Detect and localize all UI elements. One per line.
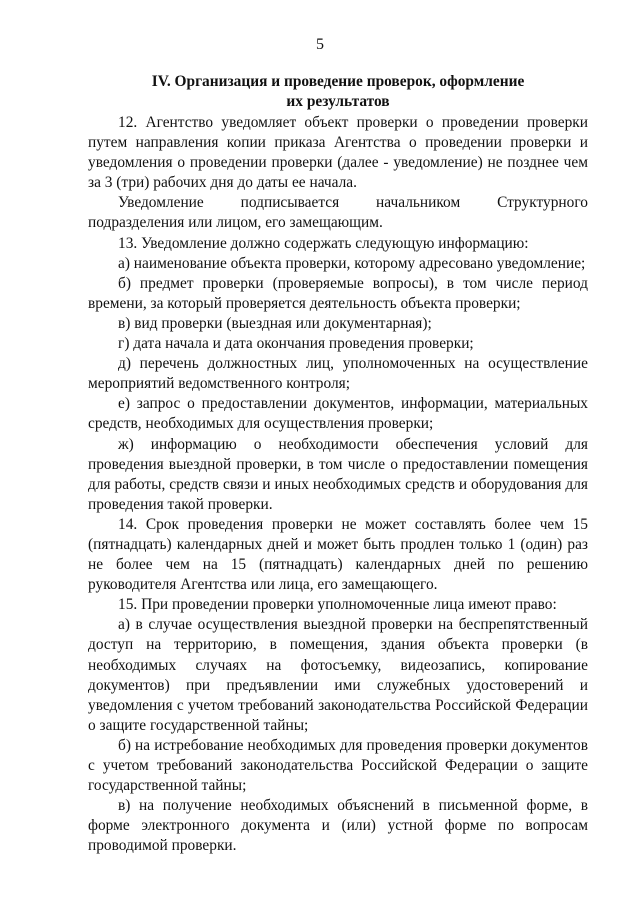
- list-item-13zh: ж) информацию о необходимости обеспечения условий для проведения выездной проверки, в том числе о предоставлении помещения для работы, средств связи и иных необходимых средств и оборудования для проведения такой проверки.: [88, 435, 588, 513]
- list-item-15a: а) в случае осуществления выездной проверки на беспрепятственный доступ на территорию, в помещения, здания объекта проверки (в необходимых случаях на фотосъемку, видеозапись, копирование документов) при предъявлении ими служебных удостоверений и уведомления с учетом требований законодательства Российской Федерации о защите государственной тайны;: [88, 616, 588, 734]
- list-item-13a: а) наименование объекта проверки, которому адресовано уведомление;: [118, 254, 586, 272]
- paragraph-12: 12. Агентство уведомляет объект проверки о проведении проверки путем направления копии приказа Агентства о проведении проверки и уведомления о проведении проверки (далее - уведомление) не позднее чем за 3 (три) рабочих дня до даты ее начала.: [88, 114, 588, 192]
- paragraph-13: 13. Уведомление должно содержать следующую информацию:: [118, 234, 529, 252]
- list-item-15v: в) на получение необходимых объяснений в письменной форме, в форме электронного документа и (или) устной форме по вопросам проводимой проверки.: [88, 797, 588, 855]
- section-heading-line-1: IV. Организация и проведение проверок, оформление: [151, 73, 525, 90]
- paragraph-14: 14. Срок проведения проверки не может составлять более чем 15 (пятнадцать) календарных дней и может быть продлен только 1 (один) раз не более чем на 15 (пятнадцать) календарных дней по решению руководителя Агентства или лица, его замещающего.: [88, 515, 588, 594]
- list-item-13e: е) запрос о предоставлении документов, информации, материальных средств, необходимых для осуществления проверки;: [88, 395, 588, 433]
- list-item-15b: б) на истребование необходимых для проведения проверки документов с учетом требований законодательства Российской Федерации о защите государственной тайны;: [88, 736, 588, 795]
- list-item-13g: г) дата начала и дата окончания проведения проверки;: [118, 335, 474, 353]
- paragraph-notice-signature: Уведомление подписывается начальником Структурного подразделения или лицом, его замещающим.: [88, 194, 588, 232]
- list-item-13b: б) предмет проверки (проверяемые вопросы), в том числе период времени, за который проверяется деятельность объекта проверки;: [88, 274, 588, 312]
- section-heading: [88, 72, 588, 112]
- document-body: [88, 113, 588, 856]
- list-item-13v: в) вид проверки (выездная или документарная);: [118, 314, 432, 332]
- list-item-13d: д) перечень должностных лиц, уполномоченных на осуществление мероприятий ведомственного контроля;: [88, 355, 588, 393]
- page-number: 5: [316, 36, 324, 53]
- section-heading-line-2: их результатов: [286, 93, 390, 110]
- paragraph-15: 15. При проведении проверки уполномоченные лица имеют право:: [118, 596, 557, 614]
